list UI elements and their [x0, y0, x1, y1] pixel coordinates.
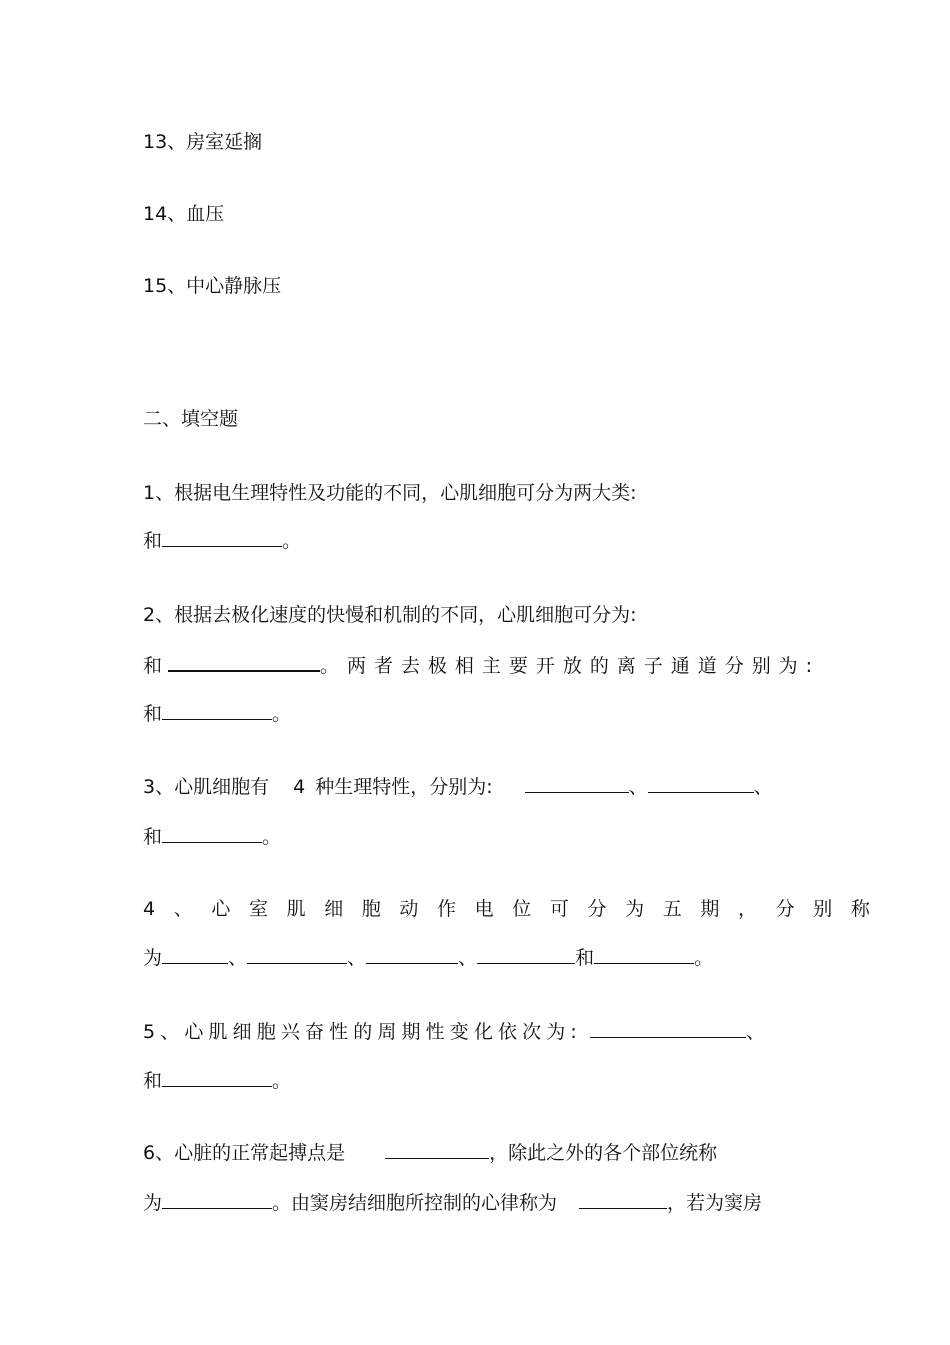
question-3-line-2: 和 。 — [143, 826, 282, 848]
question-5-line-2: 和 。 — [143, 1070, 292, 1092]
blank[interactable] — [162, 528, 282, 547]
blank[interactable] — [162, 1068, 272, 1087]
question-4-line-2: 为 、 、 、 和 。 — [143, 947, 714, 969]
blank[interactable] — [648, 774, 754, 793]
blank[interactable] — [590, 1019, 746, 1038]
question-5-line-1: 5、心肌细胞兴奋性的周期性变化依次为: 、 — [143, 1021, 765, 1043]
blank[interactable] — [579, 1190, 667, 1209]
blank[interactable] — [525, 774, 629, 793]
question-2-line-3: 和 。 — [143, 703, 292, 725]
blank[interactable] — [366, 945, 458, 964]
question-2-line-2: 和 。两者去极相主要开放的离子通道分别为: — [143, 652, 820, 678]
blank[interactable] — [162, 701, 272, 720]
blank[interactable] — [162, 824, 262, 843]
blank[interactable] — [385, 1140, 489, 1159]
blank[interactable] — [477, 945, 575, 964]
question-6-line-2: 为 。由窦房结细胞所控制的心律称为 ，若为窦房 — [143, 1192, 763, 1214]
question-3-line-1: 3、心肌细胞有 4 种生理特性，分别为: 、 、 — [143, 776, 773, 798]
question-1-line-1: 1、根据电生理特性及功能的不同，心肌细胞可分为两大类: — [143, 482, 637, 504]
question-2-line-1: 2、根据去极化速度的快慢和机制的不同，心肌细胞可分为: — [143, 604, 637, 626]
blank[interactable] — [168, 652, 320, 672]
blank[interactable] — [162, 1190, 272, 1209]
blank[interactable] — [594, 945, 694, 964]
question-4-line-1: 4、心室肌细胞动作电位可分为五期，分别称 — [143, 898, 889, 920]
item-14: 14、血压 — [143, 203, 225, 225]
question-1-line-2: 和 。 — [143, 530, 302, 552]
section-title: 二、填空题 — [143, 408, 239, 430]
question-6-line-1: 6、心脏的正常起搏点是 ，除此之外的各个部位统称 — [143, 1142, 718, 1164]
blank[interactable] — [162, 945, 228, 964]
item-15: 15、中心静脉压 — [143, 275, 282, 297]
blank[interactable] — [247, 945, 347, 964]
item-13: 13、房室延搁 — [143, 131, 263, 153]
